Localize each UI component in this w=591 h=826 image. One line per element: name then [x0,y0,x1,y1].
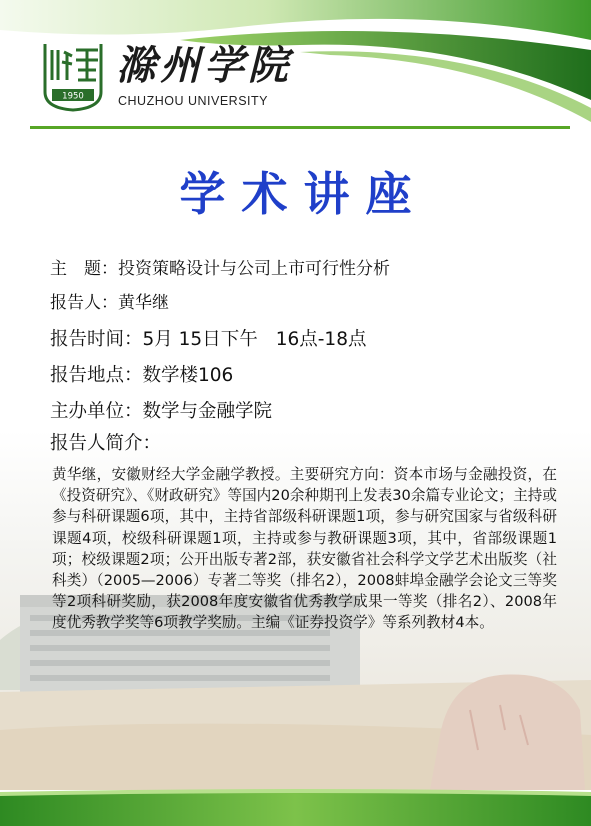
topic-row [50,258,390,280]
university-logo [42,42,104,112]
school-name-chinese: 滁州学院 [116,42,292,89]
time-date: 5月 15日下午 [142,329,258,350]
place-row [50,364,233,388]
speaker-label: 报告人： [50,293,118,313]
host-value: 数学与金融学院 [142,401,273,422]
host-label: 主办单位： [50,401,143,422]
time-hours: 16点-18点 [275,329,367,350]
time-row [50,328,366,352]
school-name-english: CHUZHOU UNIVERSITY [118,94,268,108]
intro-label: 报告人简介： [50,433,162,454]
intro-row [50,432,161,456]
speaker-row [50,292,169,314]
time-label: 报告时间： [50,329,143,350]
place-label: 报告地点： [50,365,143,386]
topic-value: 投资策略设计与公司上市可行性分析 [118,259,390,279]
speaker-value: 黄华继 [118,293,169,313]
logo-year: 1950 [62,91,84,102]
place-value: 数学楼106 [142,365,234,386]
host-row [50,400,272,424]
header-divider [30,126,570,129]
topic-label: 主 题： [50,259,118,279]
page-title: 学术讲座 [179,167,428,221]
bottom-green-band [0,786,591,826]
speaker-bio: 黄华继，安徽财经大学金融学教授。主要研究方向：资本市场与金融投资，在《投资研究》、《财政研究》等国内20余种期刊上发表30余篇专业论文；主持或参与科研课题6项，其中，主持省部级科研课题1项，参与研究国家与省级科研课题4项，校级科研课题1项，主持或参与教研课题3项，其中，省部级课题1项；校级课题2项；公开出版专著2部，获安徽省社会科学文学艺术出版奖（社科类）（2005—2006）专著二等奖（排名2），2008蚌埠金融学会论文三等奖等2项科研奖励，获2008年度安徽省优秀教学成果一等奖（排名2）、2008年度优秀教学奖等6项教学奖励。主编《证券投资学》等系列教材4本。 [52,466,557,632]
